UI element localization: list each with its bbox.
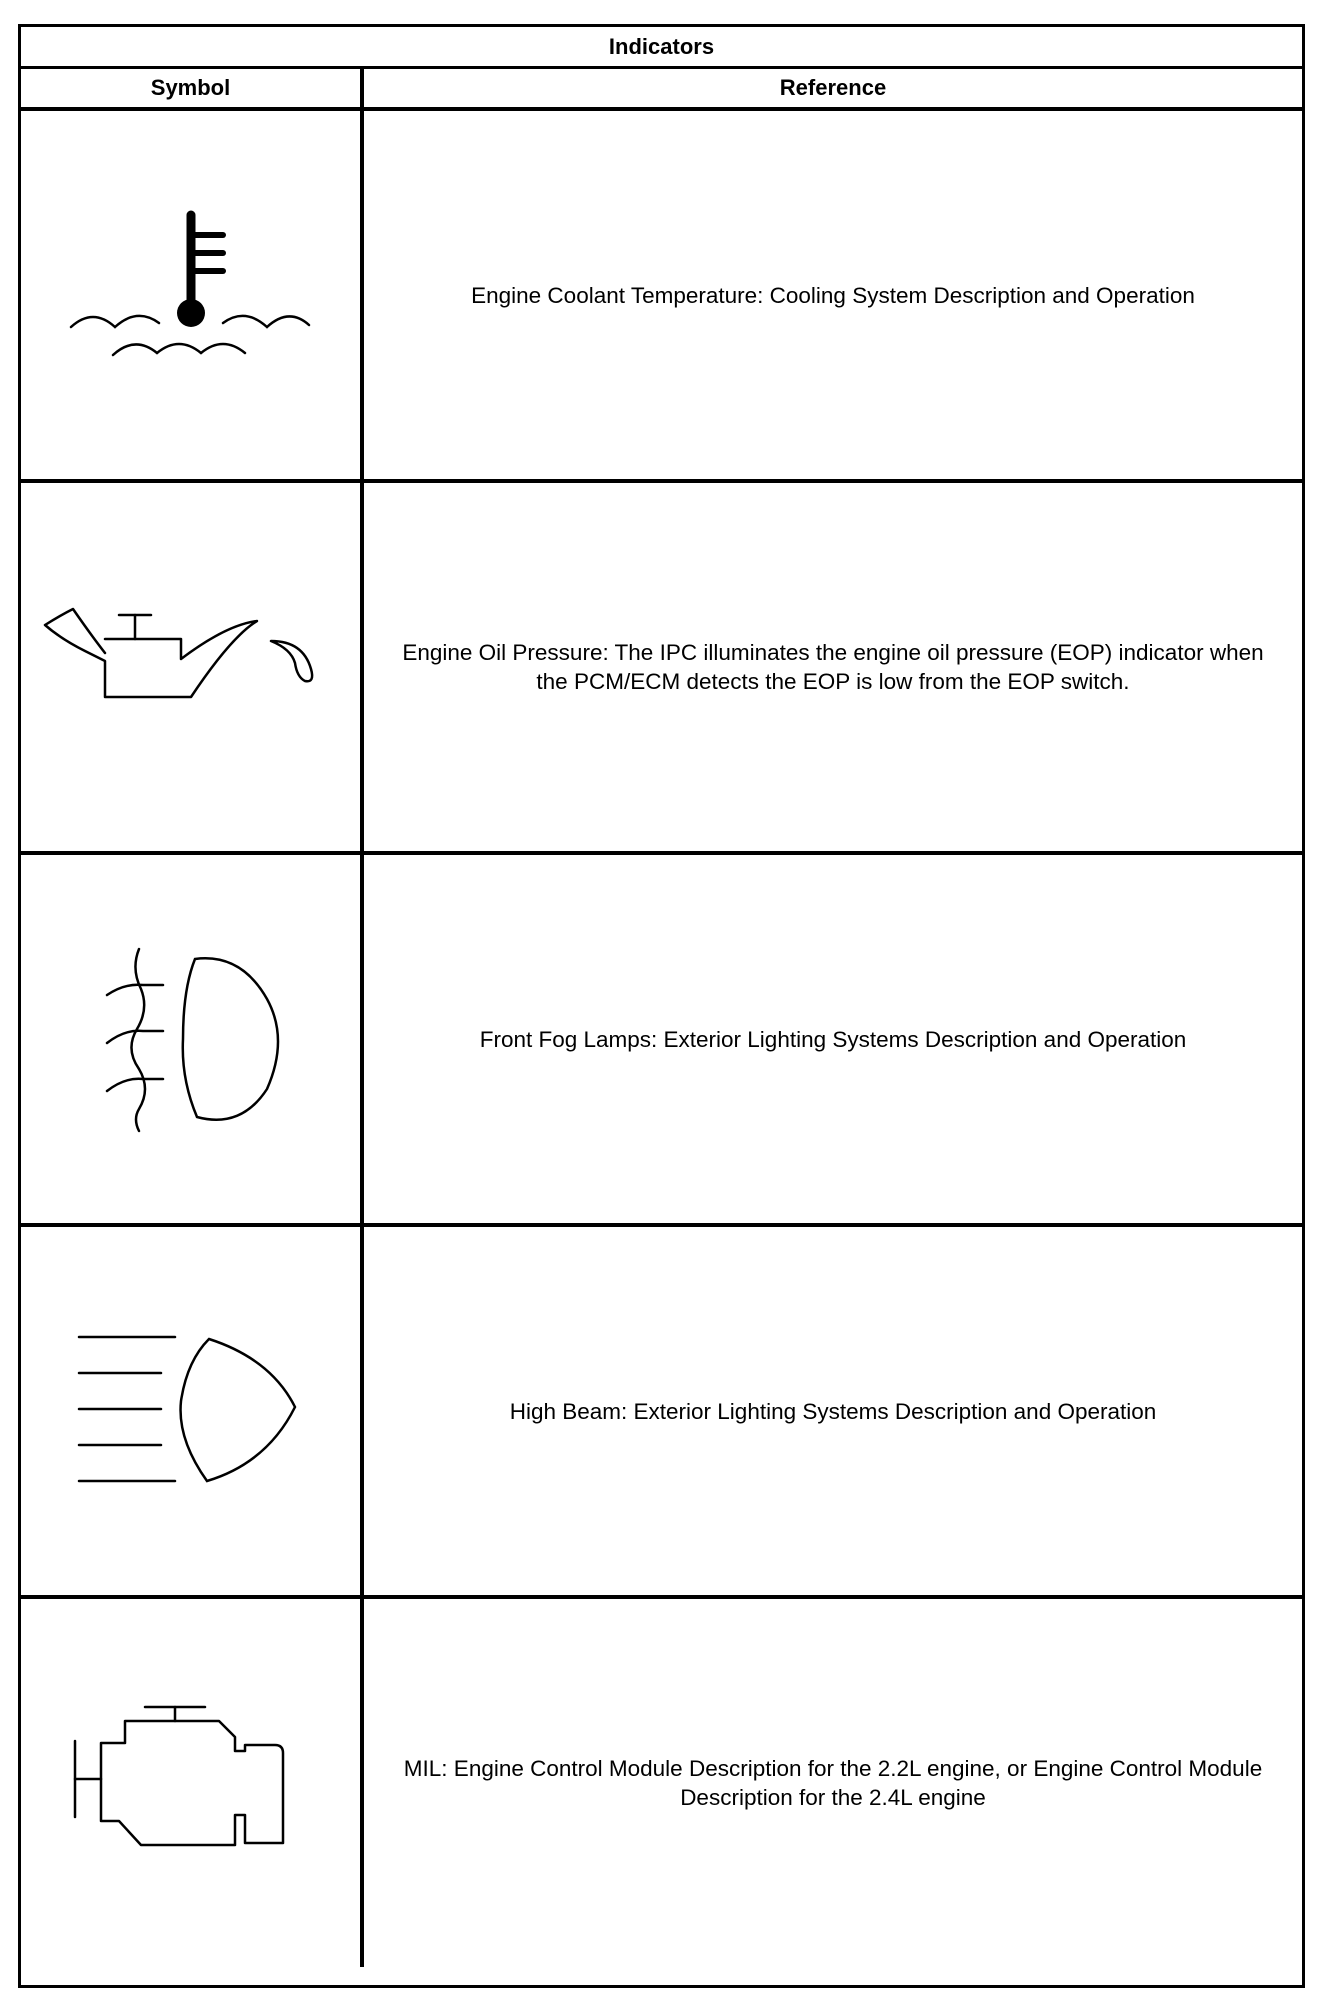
reference-text: Front Fog Lamps: Exterior Lighting Systems Description and Operation bbox=[479, 1026, 1187, 1052]
table-row bbox=[21, 111, 1302, 483]
symbol-cell bbox=[21, 855, 364, 1223]
reference-cell bbox=[364, 111, 1302, 479]
table-row bbox=[21, 1599, 1302, 1967]
table-row bbox=[21, 855, 1302, 1227]
symbol-cell bbox=[21, 1599, 364, 1967]
indicators-table bbox=[18, 24, 1305, 1988]
reference-cell bbox=[364, 483, 1302, 851]
high-beam-icon bbox=[71, 1331, 311, 1491]
table-row bbox=[21, 483, 1302, 855]
symbol-cell bbox=[21, 1227, 364, 1595]
reference-text: Engine Oil Pressure: The IPC illuminates the engine oil pressure (EOP) indicator when the PCM/ECM detects the EOP is low from the EOP switch. bbox=[402, 640, 1264, 694]
reference-text: High Beam: Exterior Lighting Systems Description and Operation bbox=[509, 1398, 1157, 1424]
engine-oil-pressure-icon bbox=[41, 607, 341, 727]
reference-cell bbox=[364, 1227, 1302, 1595]
reference-text: Engine Coolant Temperature: Cooling System Description and Operation bbox=[471, 282, 1195, 308]
table-title: Indicators bbox=[21, 27, 1302, 69]
reference-column-header: Reference bbox=[779, 75, 887, 100]
symbol-column-header: Symbol bbox=[21, 69, 364, 107]
reference-text: MIL: Engine Control Module Description for the 2.2L engine, or Engine Control Module Description for the 2.4L engine bbox=[403, 1756, 1263, 1810]
front-fog-lamps-icon bbox=[81, 939, 301, 1139]
engine-coolant-temperature-icon bbox=[61, 205, 321, 385]
table-header-row bbox=[21, 69, 1302, 111]
symbol-cell bbox=[21, 483, 364, 851]
reference-cell bbox=[364, 1599, 1302, 1967]
symbol-cell bbox=[21, 111, 364, 479]
table-row bbox=[21, 1227, 1302, 1599]
check-engine-mil-icon bbox=[71, 1703, 311, 1863]
reference-cell bbox=[364, 855, 1302, 1223]
